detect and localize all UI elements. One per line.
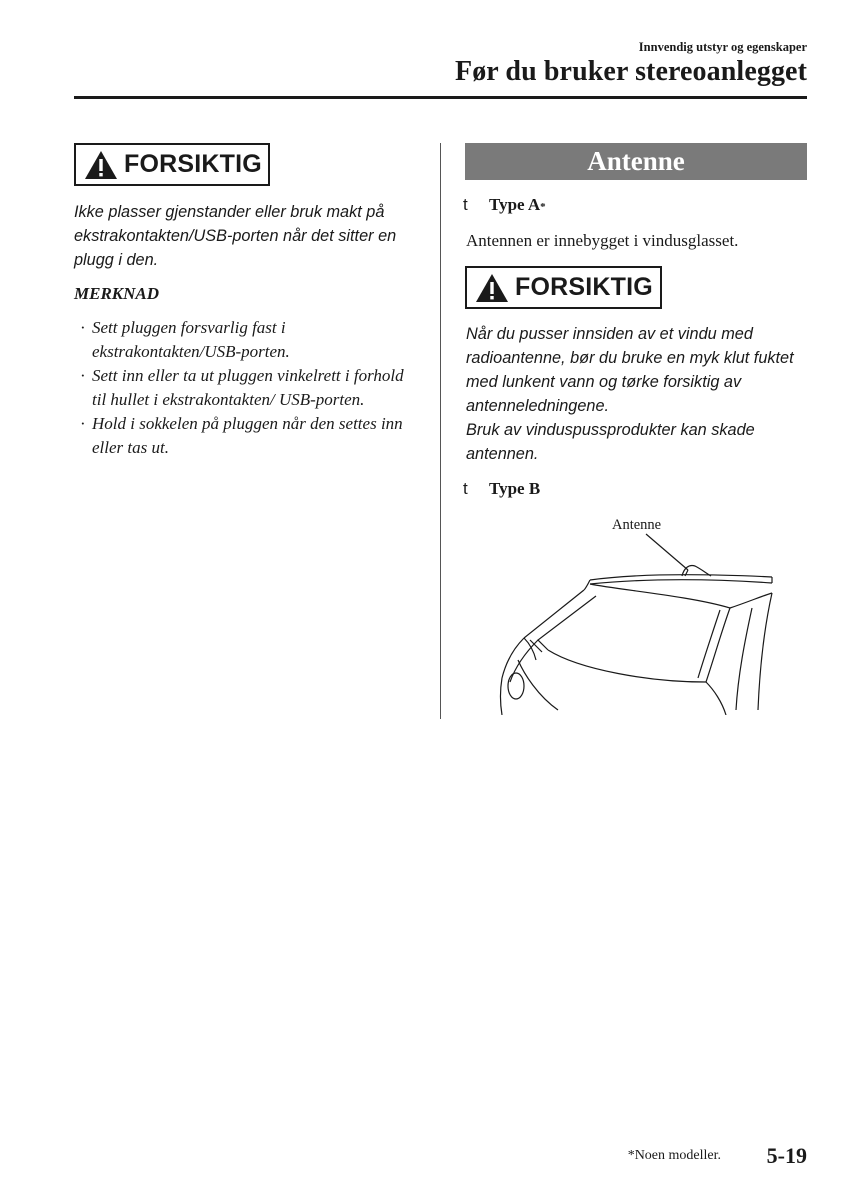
caution-label: FORSIKTIG <box>515 273 653 301</box>
caution-box-right <box>465 266 662 309</box>
antenna-figure <box>490 510 780 715</box>
bullet-marker: t <box>463 195 468 214</box>
page-title: Før du bruker stereoanlegget <box>455 56 807 87</box>
type-a-heading <box>463 195 546 215</box>
warning-triangle-icon <box>475 273 509 303</box>
footnote: *Noen modeller. <box>627 1148 721 1163</box>
title-rule <box>74 96 807 99</box>
car-rear-illustration <box>490 510 780 715</box>
footnote-mark: * <box>540 201 546 213</box>
bullet-marker: t <box>463 479 468 498</box>
warning-triangle-icon <box>84 150 118 180</box>
note-item: · Sett inn eller ta ut pluggen vinkelrett i forhold til hullet i ekstrakontakten/ USB-porten. <box>78 364 418 412</box>
column-divider <box>440 143 441 719</box>
note-list <box>78 316 418 460</box>
type-a-label: Type A <box>489 195 541 214</box>
type-b-heading <box>463 479 540 499</box>
section-label: Innvendig utstyr og egenskaper <box>638 40 807 54</box>
caution-text-paragraph: Bruk av vinduspussprodukter kan skade antennen. <box>466 421 755 463</box>
note-item: · Hold i sokkelen på pluggen når den settes inn eller tas ut. <box>78 412 418 460</box>
caution-text-paragraph: Når du pusser innsiden av et vindu med radioantenne, bør du bruke en myk klut fuktet med lunkent vann og tørke forsiktig av antenneledningene. <box>466 325 794 415</box>
type-a-text: Antennen er innebygget i vindusglasset. <box>466 231 739 250</box>
page-number: 5-19 <box>766 1143 807 1168</box>
caution-text-right <box>466 322 808 466</box>
note-heading: MERKNAD <box>74 284 160 303</box>
caution-text-left: Ikke plasser gjenstander eller bruk makt på ekstrakontakten/USB-porten når det sitter en plugg i den. <box>74 203 397 269</box>
caution-label: FORSIKTIG <box>124 150 262 178</box>
type-b-label: Type B <box>489 479 541 498</box>
note-item: · Sett pluggen forsvarlig fast i ekstrakontakten/USB-porten. <box>78 316 418 364</box>
caution-box-left <box>74 143 270 186</box>
antenna-callout: Antenne <box>612 517 662 533</box>
section-title-band: Antenne <box>465 143 807 180</box>
